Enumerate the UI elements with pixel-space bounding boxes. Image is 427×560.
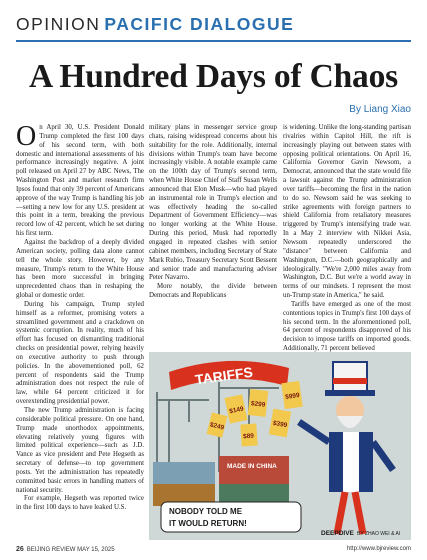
paragraph: For example, Hegseth was reported twice in the first 100 days to have leaked U.S.: [16, 495, 144, 512]
issue-label: BEIJING REVIEW MAY 15, 2025: [26, 547, 115, 553]
article-column-2: [149, 124, 277, 301]
container-label: MADE IN CHINA: [227, 463, 277, 470]
section-header: [16, 8, 411, 40]
speech-line-1: NOBODY TOLD ME: [169, 507, 243, 516]
paragraph: During his campaign, Trump styled himself as a reformer, promising voters a streamlined government and a crackdown on systemic corruption. In reality, much of his effort has focused on dismantling traditional checks on presidential power, relying heavily on executive authority to push through policies. In the abovementioned poll, 62 percent of respondents said the Trump administration does not respect the rule of law, while 64 percent criticized it for overextending presidential power.: [16, 300, 144, 406]
cartoon-credit: BY ZHAO WEI & AI: [357, 531, 401, 537]
paragraph: Tariffs have emerged as one of the most contentious topics in Trump's first 100 days of his second term. In the aforementioned poll, 64 percent of respondents disapproved of his decision to impose tariffs on imported goods. Additionally, 71 percent believed: [283, 300, 411, 353]
price-tag-label: $399: [272, 419, 288, 430]
editorial-cartoon: [149, 352, 411, 540]
headline: A Hundred Days of Chaos: [29, 58, 398, 95]
paragraph: military plans in messenger service group chats, raising widespread concerns about his suitability for the role. Additionally, internal divisions within Trump's team have become increasingly visible. A notable example came on the 100th day of Trump's second term, when White House Chief of Staff Susan Wells announced that Elon Musk—who had played an instrumental role in Trump's election and was effectively heading the so-called Department of Government Efficiency—was no longer working at the White House. During this period, Musk had reportedly engaged in repeated clashes with senior cabinet members, including Secretary of State Mark Rubio, Treasury Secretary Scott Bessent and senior trade and manufacturing adviser Peter Navarro.: [149, 124, 277, 282]
byline: By Liang Xiao: [349, 104, 411, 115]
paragraph: The new Trump administration is facing considerable political pressure. On one hand, Trump made unorthodox appointments, elevating relatively young figures with limited political experience—such as J.D. Vance as vice president and Pete Hegseth as secretary of defense—to top government posts. Yet the administration has repeatedly committed basic errors in handling matters of national security.: [16, 407, 144, 494]
paragraph: More notably, the divide between Democrats and Republicans: [149, 283, 277, 300]
cartoon-illustration: [149, 352, 411, 540]
paragraph: is widening. Unlike the long-standing partisan rivalries within Capitol Hill, the rift is increasingly playing out between states with opposing political orientations. On April 16, California Governor Gavin Newsom, a Democrat, announced that the state would file a lawsuit against the Trump administration over tariffs—becoming the first in the nation to do so. Newsom said he was seeking to strike agreements with foreign partners to shield California from retaliatory measures triggered by Trump's intensifying trade war. In a May 2 interview with Nikkei Asia, Newsom repeatedly underscored the "distance" between California and Washington, D.C.—both geographically and ideologically. "We're 2,000 miles away from Washington, D.C. But we're a world away in terms of our mindsets. I represent the most un-Trump state in America," he said.: [283, 124, 411, 300]
footer-url: http://www.bjreview.com: [346, 546, 411, 552]
price-tag-label: $999: [284, 391, 301, 401]
price-tag-label: $299: [250, 400, 266, 409]
section-label: OPINION: [16, 14, 101, 34]
header-rule: [16, 40, 411, 42]
speech-line-2: IT WOULD RETURN!: [169, 519, 247, 528]
footer-left: [16, 546, 115, 553]
article-column-1: [16, 121, 144, 513]
paragraph-text: n April 30, U.S. President Donald Trump completed the first 100 days of his second term, with both domestic and international assessments of his performance increasingly negative. A joint poll released on April 27 by ABC News, The Washington Post and market research firm Ipsos found that only 39 percent of Americans approve of the way Trump is handling his job—setting a new low for any U.S. president at this point in a term, breaking the previous record low of 42 percent, which he set during his first term.: [16, 124, 144, 238]
price-tag-label: $89: [242, 432, 255, 441]
banner-text: TARIFFS: [194, 363, 254, 388]
page-number: 26: [16, 546, 24, 553]
subsection-label: PACIFIC DIALOGUE: [104, 14, 295, 34]
paragraph: [16, 121, 144, 239]
made-in-china-container: [219, 456, 289, 484]
cartoon-brand: DEEPDIVE: [321, 530, 354, 537]
article-column-3: [283, 124, 411, 354]
container-stack: [153, 462, 215, 484]
price-tag-label: $249: [208, 421, 225, 432]
section-title: [16, 14, 294, 35]
paragraph: Against the backdrop of a deeply divided American society, polling data alone cannot tell the whole story. However, by any measure, Trump's return to the White House has been more successful in bringing unprecedented chaos than in reshaping the global or domestic order.: [16, 238, 144, 300]
drop-cap: O: [16, 121, 37, 152]
page-footer: [16, 544, 411, 556]
price-tag-label: $149: [228, 405, 245, 416]
